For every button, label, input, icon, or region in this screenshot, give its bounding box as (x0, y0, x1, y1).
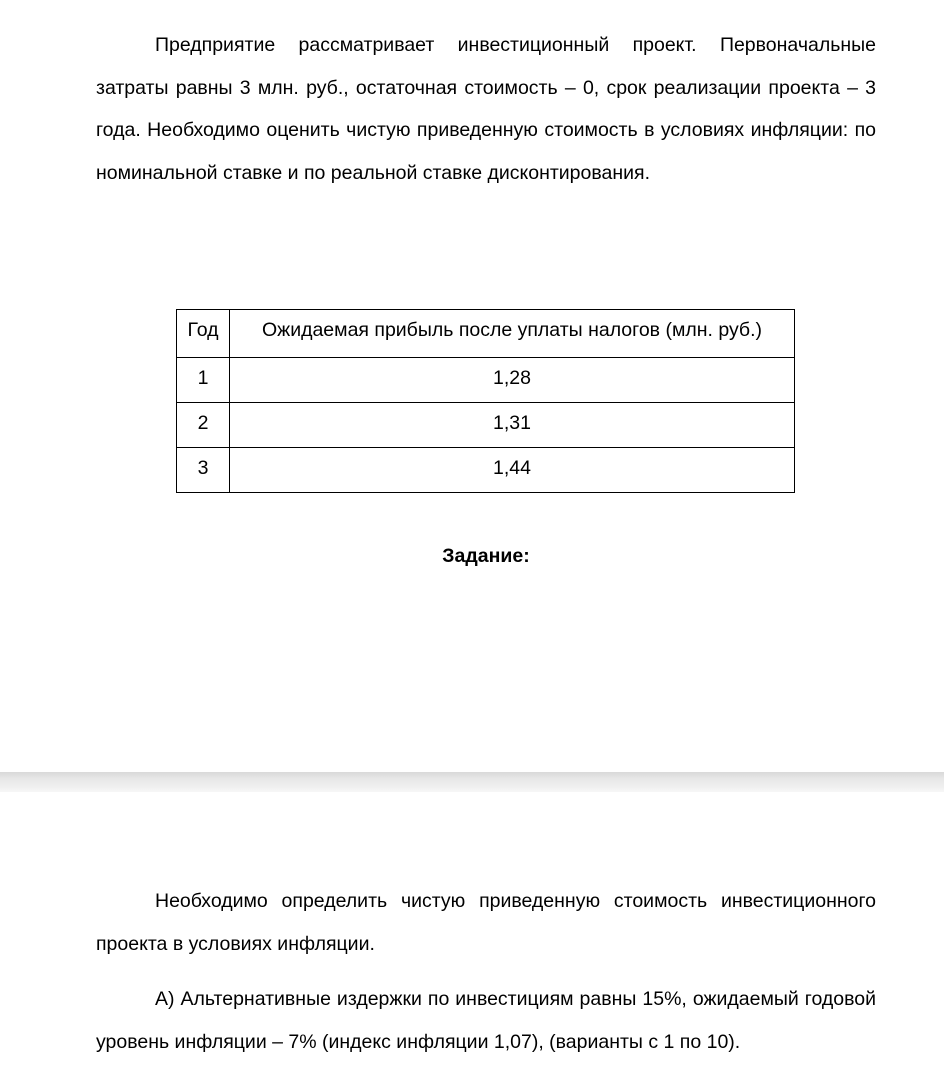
table-row (177, 448, 795, 493)
profit-table (176, 309, 795, 493)
task-heading: Задание: (442, 545, 530, 567)
table-row (177, 358, 795, 403)
cell-year: 1 (177, 358, 230, 403)
variant-a-paragraph: А) Альтернативные издержки по инвестициям равны 15%, ожидаемый годовой уровень инфляции – 7% (индекс инфляции 1,07), (варианты с 1 по 10). (96, 988, 876, 1053)
table-header-row (177, 310, 795, 358)
cell-profit: 1,44 (230, 448, 795, 493)
cell-profit: 1,31 (230, 403, 795, 448)
cell-profit: 1,28 (230, 358, 795, 403)
cell-year: 3 (177, 448, 230, 493)
npv-paragraph: Необходимо определить чистую приведенную стоимость инвестиционного проекта в условиях инфляции. (96, 890, 876, 955)
header-year: Год (177, 310, 230, 358)
intro-paragraph: Предприятие рассматривает инвестиционный проект. Первоначальные затраты равны 3 млн. руб., остаточная стоимость – 0, срок реализации проекта – 3 года. Необходимо оценить чистую приведенную стоимость в условиях инфляции: по номинальной ставке и по реальной ставке дисконтирования. (96, 34, 876, 184)
cell-year: 2 (177, 403, 230, 448)
header-profit: Ожидаемая прибыль после уплаты налогов (млн. руб.) (230, 310, 795, 358)
page-separator (0, 772, 944, 792)
table-row (177, 403, 795, 448)
